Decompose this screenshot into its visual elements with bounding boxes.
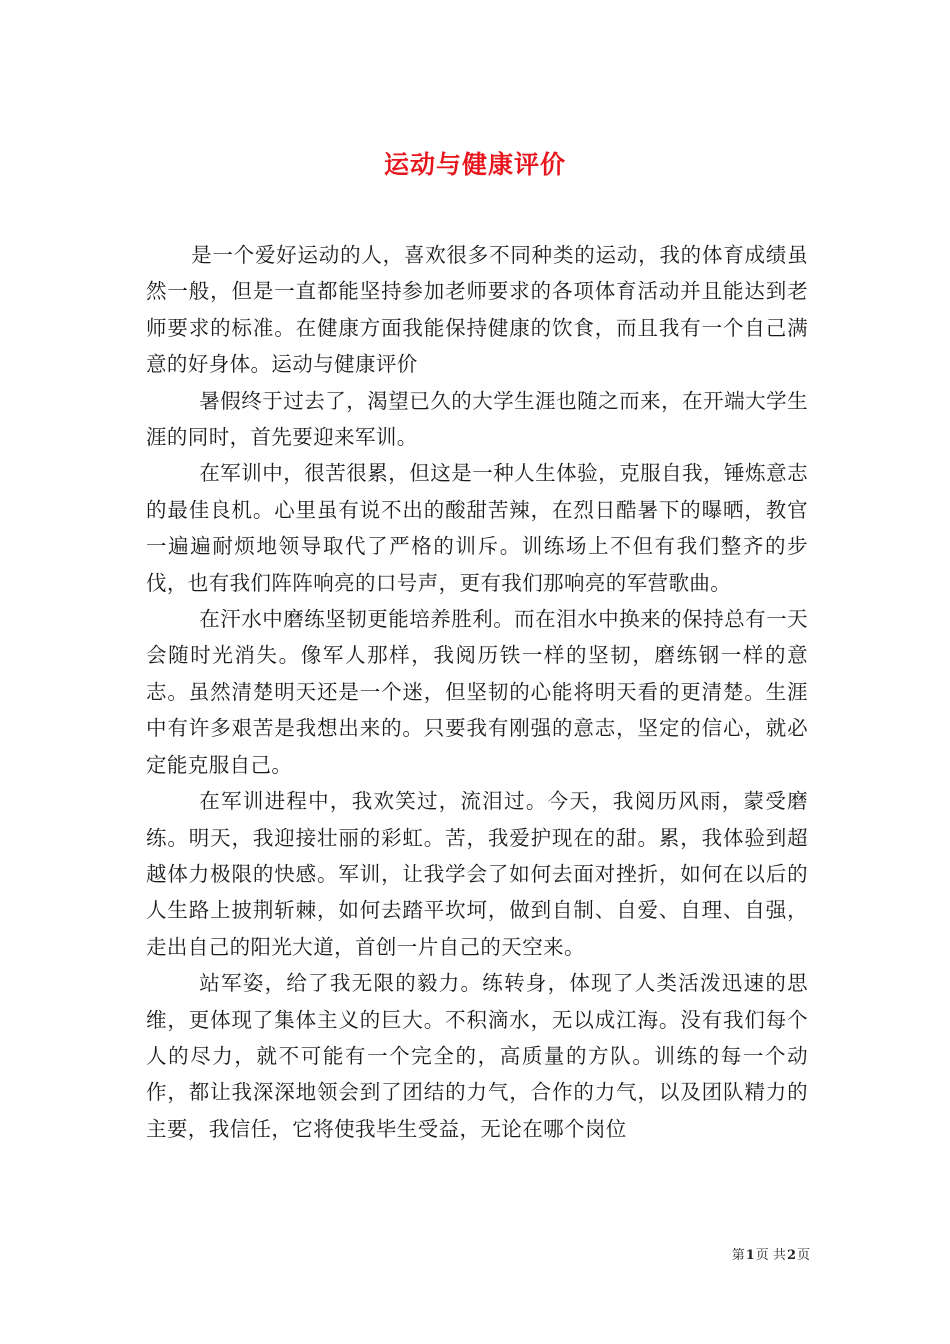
page-number-footer: [700, 1247, 810, 1265]
paragraph-5: 在军训进程中，我欢笑过，流泪过。今天，我阅历风雨，蒙受磨练。明天，我迎接壮丽的彩虹。苦，我爱护现在的甜。累，我体验到超越体力极限的快感。军训，让我学会了如何去面对挫折，如何在以后的人生路上披荆斩棘，如何去踏平坎坷，做到自制、自爱、自理、自强，走出自己的阳光大道，首创一片自己的天空来。: [146, 789, 808, 959]
footer-middle: 页 共: [755, 1248, 786, 1263]
paragraph-2: 暑假终于过去了，渴望已久的大学生涯也随之而来，在开端大学生涯的同时，首先要迎来军训。: [146, 388, 808, 450]
footer-suffix: 页: [796, 1248, 810, 1263]
document-title: 运动与健康评价: [383, 149, 566, 179]
paragraph-6: 站军姿，给了我无限的毅力。练转身，体现了人类活泼迅速的思维，更体现了集体主义的巨大。不积滴水，无以成江海。没有我们每个人的尽力，就不可能有一个完全的，高质量的方队。训练的每一个动作，都让我深深地领会到了团结的力气，合作的力气，以及团队精力的主要，我信任，它将使我毕生受益，无论在哪个岗位: [146, 971, 808, 1141]
paragraph-3: 在军训中，很苦很累，但这是一种人生体验，克服自我，锤炼意志的最佳良机。心里虽有说不出的酸甜苦辣，在烈日酷暑下的曝晒，教官一遍遍耐烦地领导取代了严格的训斥。训练场上不但有我们整齐的步伐，也有我们阵阵响亮的口号声，更有我们那响亮的军营歌曲。: [146, 461, 808, 595]
paragraph-4: 在汗水中磨练坚韧更能培养胜利。而在泪水中换来的保持总有一天会随时光消失。像军人那样，我阅历铁一样的坚韧，磨练钢一样的意志。虽然清楚明天还是一个迷，但坚韧的心能将明天看的更清楚。生涯中有许多艰苦是我想出来的。只要我有刚强的意志，坚定的信心，就必定能克服自己。: [146, 607, 808, 777]
current-page-number: 1: [745, 1248, 755, 1263]
footer-prefix: 第: [731, 1248, 745, 1263]
total-page-number: 2: [786, 1248, 796, 1263]
document-body: [146, 237, 808, 1147]
paragraph-1: 是一个爱好运动的人，喜欢很多不同种类的运动，我的体育成绩虽然一般，但是一直都能坚持参加老师要求的各项体育活动并且能达到老师要求的标准。在健康方面我能保持健康的饮食，而且我有一个自己满意的好身体。运动与健康评价: [146, 243, 808, 377]
